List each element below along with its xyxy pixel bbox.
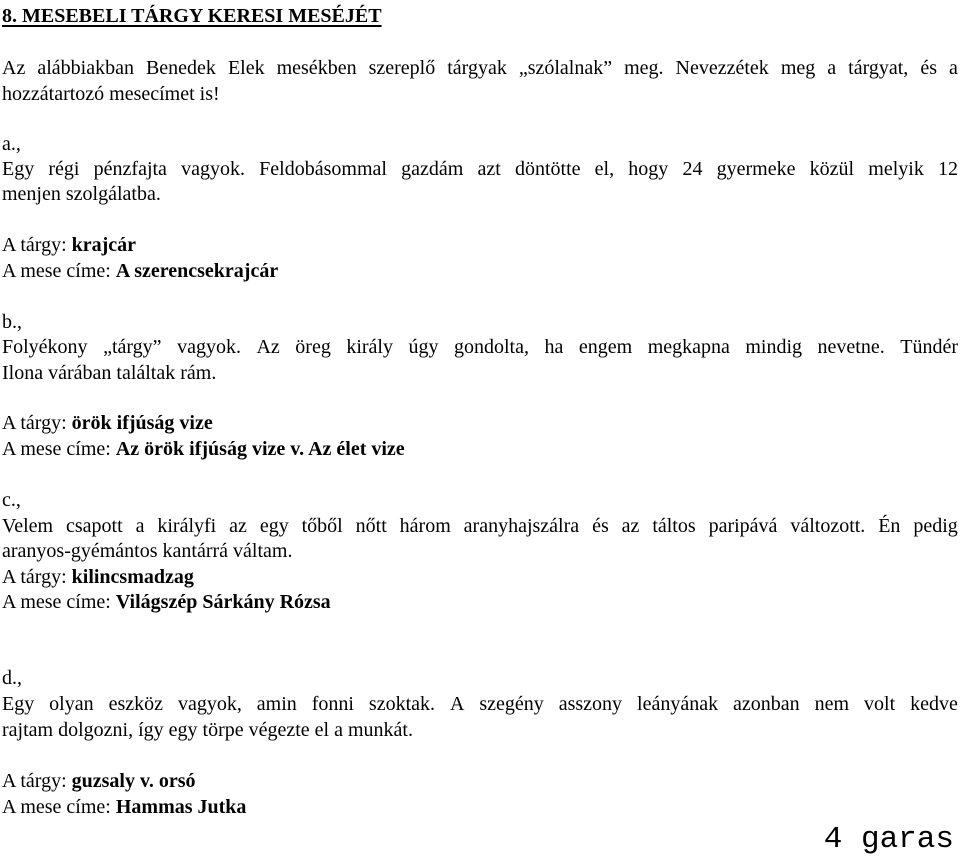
item-c-title [2,590,331,614]
word: melyik [868,158,924,180]
item-b-title [2,437,405,461]
word: vagyok. [177,336,241,358]
word: és [920,57,937,79]
page-title: 8. MESEBELI TÁRGY KERESI MESÉJÉT [2,5,382,27]
word: A [449,693,465,715]
word: az [229,515,247,537]
word: Tündér [900,336,958,358]
intro-line-2: hozzátartozó mesecímet is! [2,83,220,105]
word: az [621,515,640,537]
word: asszony [558,693,623,715]
word: vagyok, [177,693,242,715]
item-a-letter: a., [2,133,21,155]
word: úgy [408,336,439,358]
item-a-object [2,233,136,257]
word: szereplő [368,57,436,79]
word: a [948,57,958,79]
item-a-riddle-line-2: menjen szolgálatba. [2,183,161,205]
title-label: A mese címe: [2,591,116,613]
word: királyfi [157,515,217,537]
word: 24 [682,158,703,180]
title-answer: A szerencsekrajcár [115,260,279,282]
object-answer: guzsaly v. orsó [71,770,196,792]
word: aranyhajszálra [463,515,580,537]
item-a-riddle-line-1 [2,157,958,181]
title-answer: Hammas Jutka [115,796,247,818]
word: gondolta, [453,336,529,358]
word: el, [594,158,615,180]
word: nem [814,693,850,715]
word: azt [477,158,501,180]
word: Egy [2,693,35,715]
word: pedig [913,515,958,537]
item-c-object [2,565,194,589]
word: amin [256,693,297,715]
word: olyan [49,693,94,715]
item-d-object [2,769,196,793]
item-b-riddle-line-1 [2,335,958,359]
word: „tárgy” [103,336,162,358]
item-d-riddle-line-1 [2,692,958,716]
word: közül [809,158,855,180]
object-answer: örök ifjúság vize [71,412,213,434]
item-b-riddle-line-2: Ilona várában találtak rám. [2,362,217,384]
word: szoktak. [368,693,435,715]
title-label: A mese címe: [2,260,116,282]
title-label: A mese címe: [2,438,116,460]
object-label: A tárgy: [2,234,72,256]
word: Én [878,515,901,537]
word: meg [780,57,816,79]
item-d-title [2,795,246,819]
word: alábbiakban [37,57,134,79]
word: csapott [66,515,123,537]
item-b-object [2,411,213,435]
word: Elek [227,57,265,79]
word: mesékben [276,57,357,79]
word: megkapna [647,336,730,358]
word: Benedek [145,57,216,79]
price-label: 4 garas [823,822,954,857]
word: kedve [910,693,958,715]
word: a [135,515,145,537]
word: „szólalnak” [518,57,613,79]
item-b-letter: b., [2,311,22,333]
object-answer: krajcár [71,234,137,256]
word: meg. [624,57,664,79]
intro-line-1 [2,56,958,80]
word: gyermeke [716,158,796,180]
word: Az [256,336,280,358]
title-label: A mese címe: [2,796,116,818]
word: öreg [295,336,331,358]
object-label: A tárgy: [2,566,72,588]
word: gazdám [401,158,464,180]
word: egy [259,515,289,537]
object-label: A tárgy: [2,770,72,792]
title-answer: Világszép Sárkány Rózsa [115,591,331,613]
word: tőből [301,515,343,537]
word: változott. [790,515,866,537]
word: hogy [628,158,669,180]
word: azonban [733,693,800,715]
word: paripává [708,515,778,537]
word: és [592,515,609,537]
word: vagyok. [181,158,245,180]
word: pénzfajta [93,158,167,180]
object-label: A tárgy: [2,412,72,434]
word: Folyékony [2,336,88,358]
word: döntötte [514,158,581,180]
word: Nevezzétek [675,57,769,79]
word: leányának [637,693,719,715]
word: a [827,57,837,79]
item-c-riddle-line-1 [2,514,958,538]
word: nőtt [355,515,387,537]
word: eszköz [108,693,163,715]
word: tárgyat, [848,57,909,79]
word: király [346,336,393,358]
word: mindig [745,336,803,358]
word: fonni [311,693,354,715]
word: tárgyak [447,57,507,79]
word: táltos [652,515,696,537]
title-answer: Az örök ifjúság vize v. Az élet vize [115,438,405,460]
word: szegény [479,693,544,715]
word: 12 [937,158,958,180]
item-a-title [2,259,278,283]
item-d-letter: d., [2,667,22,689]
word: három [399,515,451,537]
item-c-letter: c., [2,489,21,511]
item-d-riddle-line-2: rajtam dolgozni, így egy törpe végezte el a munkát. [2,719,413,741]
word: régi [48,158,80,180]
item-c-riddle-line-2: aranyos-gyémántos kantárrá váltam. [2,540,293,562]
word: Velem [2,515,54,537]
word: Az [2,57,26,79]
object-answer: kilincsmadzag [71,566,194,588]
word: volt [864,693,896,715]
word: ha [544,336,564,358]
word: engem [578,336,633,358]
word: nevetne. [817,336,885,358]
word: Feldobásommal [259,158,387,180]
word: Egy [2,158,35,180]
